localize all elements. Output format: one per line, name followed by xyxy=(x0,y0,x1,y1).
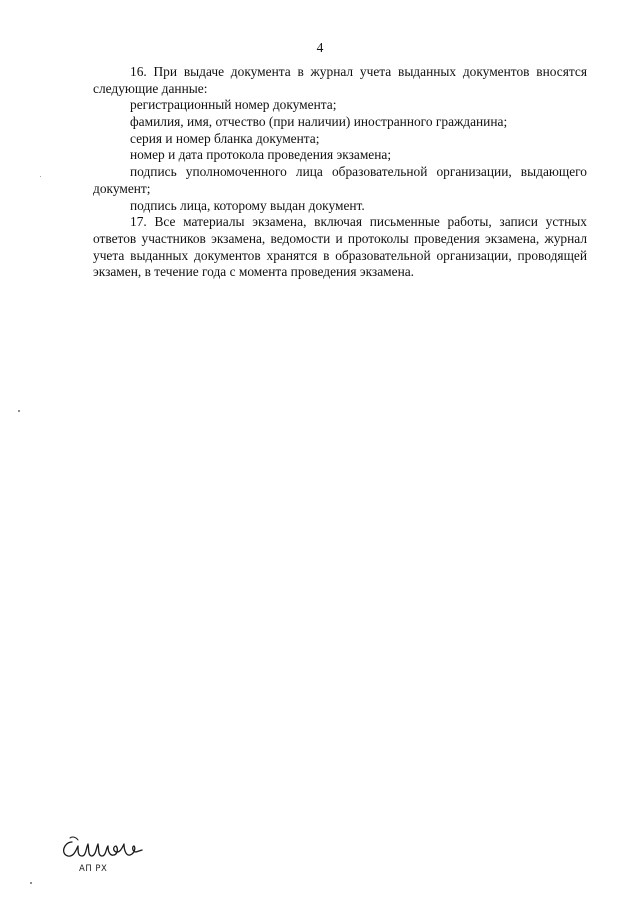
handwritten-signature xyxy=(56,832,146,866)
list-item-authorized-signature-line-2: документ; xyxy=(93,180,151,196)
signature-caption: АП РХ xyxy=(79,864,108,874)
paragraph-16-line-1: 16. При выдаче документа в журнал учета выданных документов вносятся xyxy=(130,64,587,79)
scan-mark xyxy=(30,882,32,884)
list-item-full-name: фамилия, имя, отчество (при наличии) иностранного гражданина; xyxy=(130,114,508,130)
scan-mark xyxy=(40,176,41,177)
list-item-form-series: серия и номер бланка документа; xyxy=(130,130,320,146)
list-item-protocol: номер и дата протокола проведения экзамена; xyxy=(130,147,392,163)
list-item-authorized-signature-line-1: подпись уполномоченного лица образовательной организации, выдающего xyxy=(130,164,587,180)
list-item-registration-number: регистрационный номер документа; xyxy=(130,97,337,113)
paragraph-17-line-1: 17. Все материалы экзамена, включая письменные работы, записи устных xyxy=(130,214,587,230)
list-item-recipient-signature: подпись лица, которому выдан документ. xyxy=(130,197,365,213)
document-body xyxy=(93,64,587,281)
paragraph-17-line-3: учета выданных документов хранятся в образовательной организации, проводящей xyxy=(93,247,587,263)
scan-mark xyxy=(18,410,20,412)
paragraph-17-line-4: экзамен, в течение года с момента проведения экзамена. xyxy=(93,264,415,280)
paragraph-17-line-2: ответов участников экзамена, ведомости и протоколы проведения экзамена, журнал xyxy=(93,230,587,246)
paragraph-16-line-2: следующие данные: xyxy=(93,80,208,96)
page-number: 4 xyxy=(316,40,324,55)
